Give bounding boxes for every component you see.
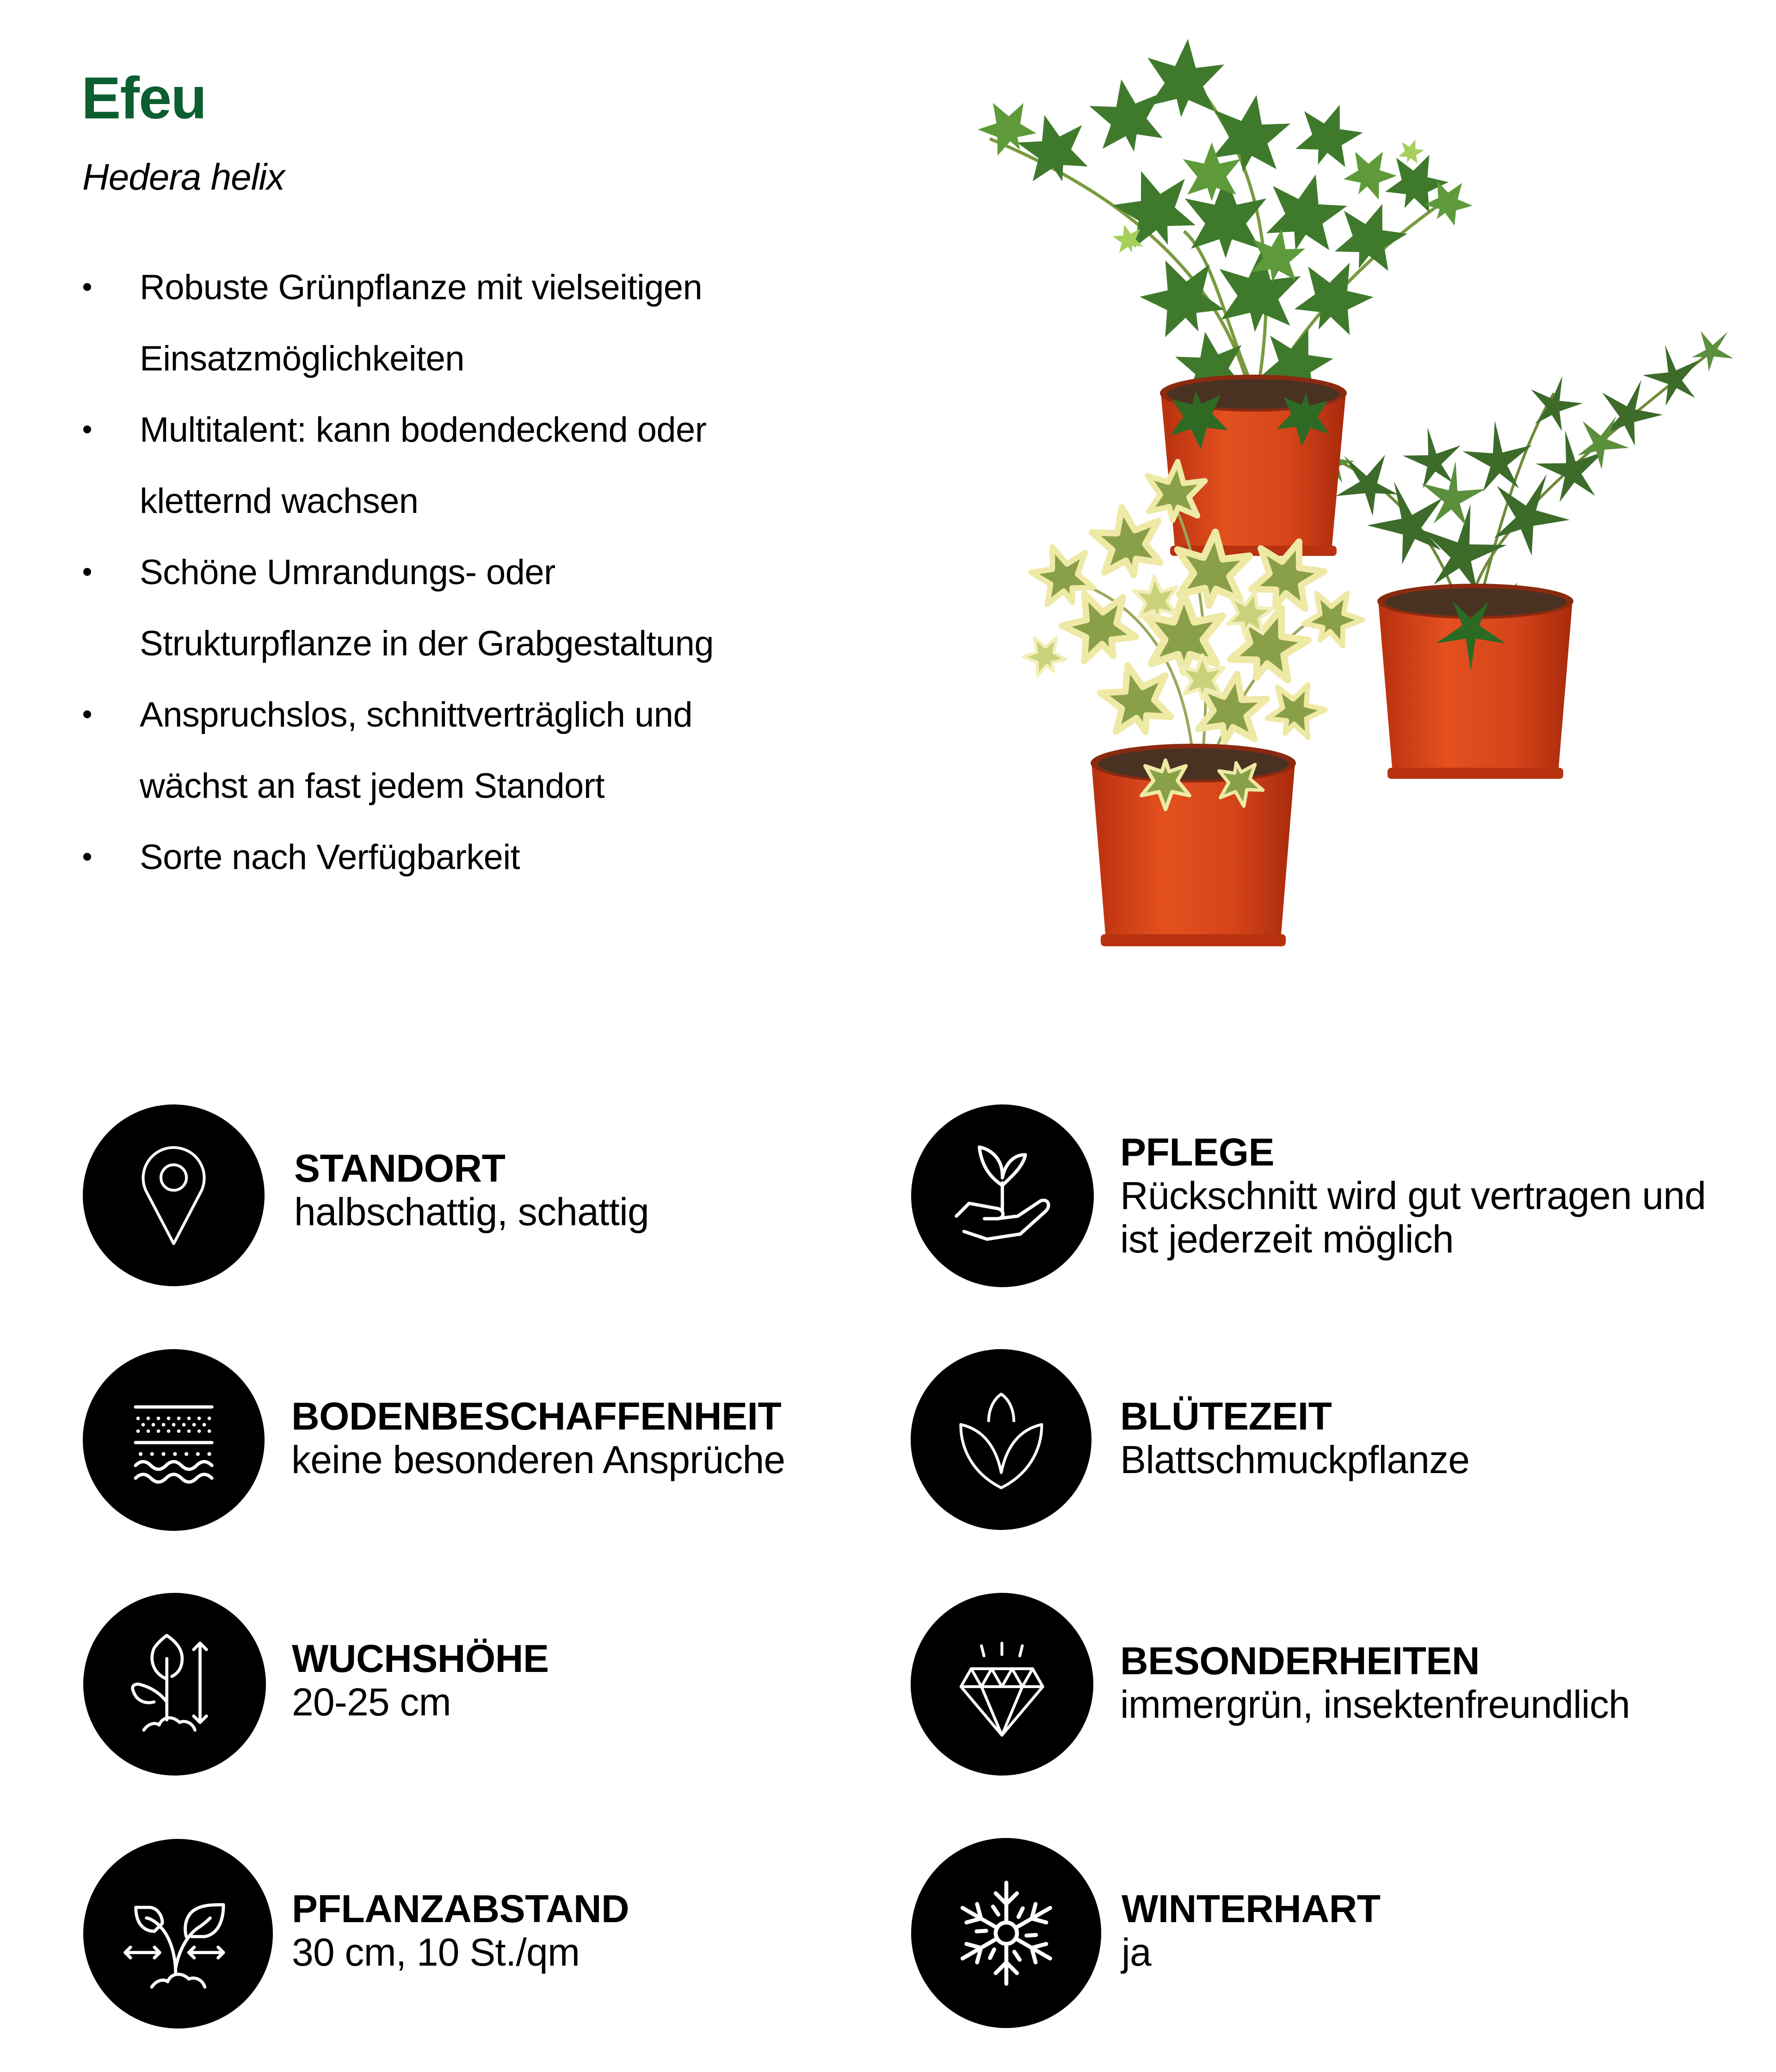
feature-bullet-list xyxy=(0,252,832,893)
bullet-item xyxy=(0,252,832,395)
feature-label: BESONDERHEITEN xyxy=(1120,1639,1480,1683)
product-title: Efeu xyxy=(81,65,206,131)
feature-value: 20-25 cm xyxy=(292,1680,451,1724)
snowflake-icon xyxy=(940,1867,1073,2000)
feature-value: immergrün, insektenfreundlich xyxy=(1120,1683,1630,1726)
feature-winterhart xyxy=(1122,1887,1381,1974)
feature-standort xyxy=(294,1147,649,1233)
bullet-dot-icon xyxy=(83,710,91,718)
bullet-dot-icon xyxy=(83,283,91,291)
feature-bodenbeschaffenheit xyxy=(291,1394,785,1481)
pflege-icon-circle xyxy=(911,1104,1094,1287)
feature-pflanzabstand xyxy=(292,1887,629,1974)
pot-back-right xyxy=(1295,318,1744,779)
feature-value: 30 cm, 10 St./qm xyxy=(292,1930,580,1974)
feature-label: STANDORT xyxy=(294,1147,506,1190)
bullet-text: wächst an fast jedem Standort xyxy=(140,766,604,806)
bullet-text: Multitalent: kann bodendeckend oder xyxy=(140,410,707,450)
bullet-item xyxy=(0,679,832,822)
feature-wuchshoehe xyxy=(292,1637,549,1724)
feature-value: ja xyxy=(1122,1930,1151,1974)
feature-label: WINTERHART xyxy=(1122,1887,1381,1930)
bullet-text: Einsatzmöglichkeiten xyxy=(140,339,464,378)
bodenbeschaffenheit-icon-circle xyxy=(83,1349,265,1531)
bullet-text: Anspruchslos, schnittverträglich und xyxy=(140,695,692,734)
bullet-dot-icon xyxy=(83,426,91,433)
feature-label: WUCHSHÖHE xyxy=(292,1637,549,1680)
feature-pflege xyxy=(1120,1130,1706,1261)
plant-spacing-icon xyxy=(112,1868,245,2000)
standort-icon-circle xyxy=(83,1104,265,1286)
soil-layers-icon xyxy=(110,1376,237,1504)
lotus-leaf-icon xyxy=(938,1376,1065,1503)
bullet-item xyxy=(0,537,832,679)
bullet-item xyxy=(0,395,832,537)
plant-height-icon xyxy=(111,1620,239,1748)
winterhart-icon-circle xyxy=(911,1838,1101,2028)
feature-value: keine besonderen Ansprüche xyxy=(291,1438,785,1481)
feature-value: halbschattig, schattig xyxy=(294,1190,649,1233)
feature-besonderheiten xyxy=(1120,1639,1630,1726)
bullet-text: Robuste Grünpflanze mit vielseitigen xyxy=(140,268,703,307)
bullet-item xyxy=(0,822,832,893)
product-photo xyxy=(906,32,1758,967)
pflanzabstand-icon-circle xyxy=(83,1839,273,2029)
feature-bluetezeit xyxy=(1120,1394,1469,1481)
feature-label: PFLEGE xyxy=(1120,1130,1275,1174)
latin-name: Hedera helix xyxy=(82,156,285,197)
bullet-text: Schöne Umrandungs- oder xyxy=(140,553,555,592)
wuchshoehe-icon-circle xyxy=(83,1593,266,1776)
feature-value: Blattschmuckpflanze xyxy=(1120,1438,1470,1481)
bullet-text: Sorte nach Verfügbarkeit xyxy=(140,838,520,877)
bullet-dot-icon xyxy=(83,853,91,861)
location-pin-icon xyxy=(110,1132,237,1259)
feature-value: ist jederzeit möglich xyxy=(1120,1217,1454,1261)
feature-label: BLÜTEZEIT xyxy=(1120,1394,1332,1438)
bullet-text: Strukturpflanze in der Grabgestaltung xyxy=(140,624,714,663)
feature-value: Rückschnitt wird gut vertragen und xyxy=(1120,1174,1706,1217)
feature-label: PFLANZABSTAND xyxy=(292,1887,629,1930)
pot-top-center xyxy=(970,36,1480,556)
diamond-icon xyxy=(938,1620,1066,1748)
bluetezeit-icon-circle xyxy=(911,1349,1092,1530)
plant-in-hand-icon xyxy=(938,1132,1067,1260)
bullet-text: kletternd wachsen xyxy=(140,481,419,521)
besonderheiten-icon-circle xyxy=(911,1593,1093,1776)
bullet-dot-icon xyxy=(83,568,91,576)
feature-label: BODENBESCHAFFENHEIT xyxy=(291,1394,782,1438)
